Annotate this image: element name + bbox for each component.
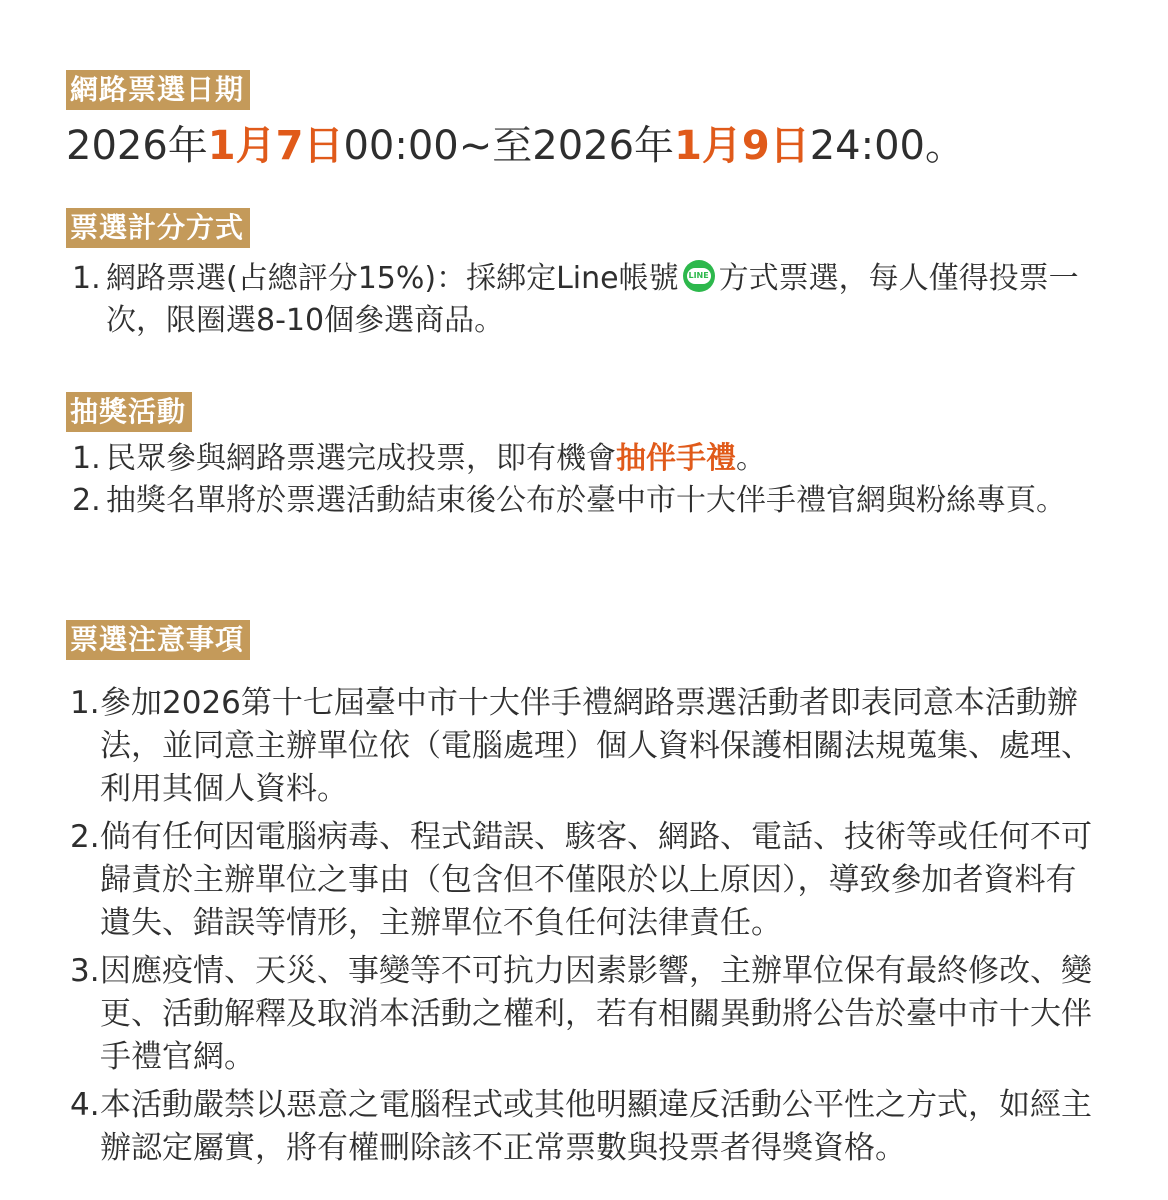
scoring-text-before: 網路票選(占總評分15%)：採綁定Line帳號	[106, 261, 679, 296]
notes-heading: 票選注意事項	[66, 620, 250, 660]
start-time-and-end-year: 00:00~至2026年	[343, 123, 675, 169]
item-number: 1.	[72, 441, 101, 476]
voting-period-heading: 網路票選日期	[66, 70, 250, 110]
lottery-text-after: 。	[736, 441, 766, 476]
list-item	[66, 258, 1106, 342]
item-number: 1.	[70, 685, 100, 721]
list-item	[66, 1084, 1106, 1170]
lottery-highlight: 抽伴手禮	[616, 441, 736, 476]
voting-period-section	[66, 70, 1106, 174]
lottery-text-before: 民眾參與網路票選完成投票，即有機會	[106, 441, 616, 476]
item-number: 1.	[72, 261, 101, 296]
lottery-section	[66, 392, 1106, 522]
item-number: 3.	[70, 953, 100, 989]
note-text: 因應疫情、天災、事變等不可抗力因素影響，主辦單位保有最終修改、變更、活動解釋及取消本活動之權利，若有相關異動將公告於臺中市十大伴手禮官網。	[100, 953, 1092, 1075]
list-item	[66, 816, 1106, 945]
end-time: 24:00。	[809, 123, 966, 169]
scoring-list	[66, 258, 1106, 342]
note-text: 本活動嚴禁以惡意之電腦程式或其他明顯違反活動公平性之方式，如經主辦認定屬實，將有權刪除該不正常票數與投票者得獎資格。	[100, 1087, 1092, 1166]
voting-period-dates	[66, 118, 1106, 174]
lottery-list	[66, 438, 1106, 522]
start-date: 1月7日	[207, 123, 344, 169]
scoring-heading: 票選計分方式	[66, 208, 250, 248]
start-year: 2026年	[66, 123, 208, 169]
item-number: 4.	[70, 1087, 100, 1123]
item-number: 2.	[70, 819, 100, 855]
notes-list	[66, 682, 1106, 1170]
item-number: 2.	[72, 483, 101, 518]
lottery-text: 抽獎名單將於票選活動結束後公布於臺中市十大伴手禮官網與粉絲專頁。	[106, 483, 1066, 518]
lottery-heading: 抽獎活動	[66, 392, 192, 432]
list-item	[66, 480, 1106, 522]
list-item	[66, 438, 1106, 480]
note-text: 倘有任何因電腦病毒、程式錯誤、駭客、網路、電話、技術等或任何不可歸責於主辦單位之事由（包含但不僅限於以上原因），導致參加者資料有遺失、錯誤等情形，主辦單位不負任何法律責任。	[100, 819, 1092, 941]
list-item	[66, 682, 1106, 811]
scoring-text-after: 方式票選，每人僅得投票一次，限圈選8-10個參選商品。	[106, 261, 1079, 338]
line-icon	[683, 260, 715, 292]
scoring-section	[66, 208, 1106, 342]
note-text: 參加2026第十七屆臺中市十大伴手禮網路票選活動者即表同意本活動辦法，並同意主辦單位依（電腦處理）個人資料保護相關法規蒐集、處理、利用其個人資料。	[100, 685, 1092, 807]
list-item	[66, 950, 1106, 1079]
notes-section	[66, 620, 1106, 1175]
end-date: 1月9日	[674, 123, 810, 169]
